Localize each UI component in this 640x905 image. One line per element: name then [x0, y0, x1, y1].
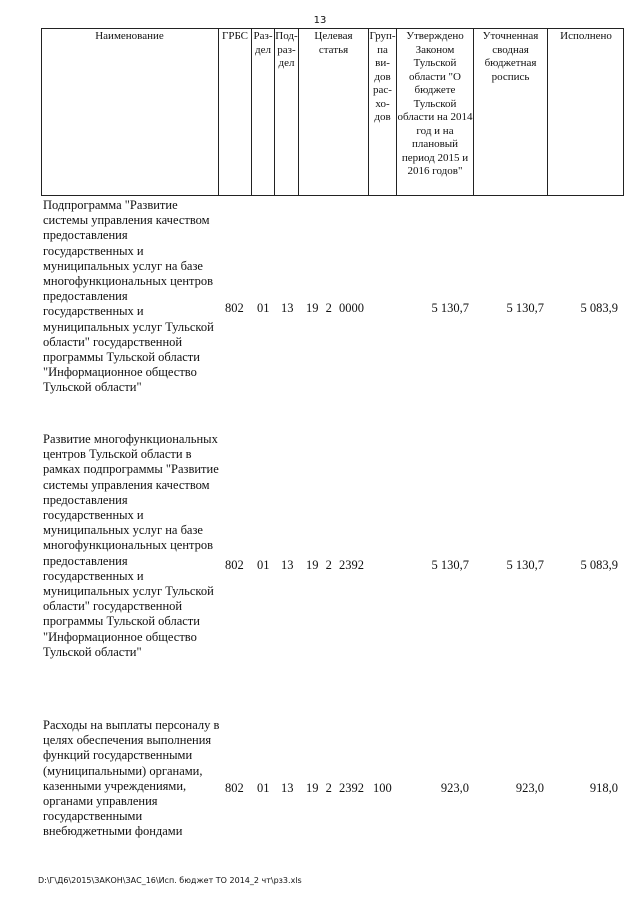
header-name: Наименование — [41, 28, 219, 196]
header-executed: Исполнено — [560, 30, 612, 42]
file-path-footer: D:\Г\Д6\2015\ЗАКОН\ЗАС_16\Исп. бюджет ТО 2014_2 чт\рз3.xls — [38, 876, 302, 885]
header-group: Груп- па ви- дов рас- хо- дов — [369, 28, 397, 196]
row-1-grbs: 802 — [225, 301, 244, 315]
row-3-razdel: 01 — [257, 781, 270, 795]
row-2-target: 19 2 2392 — [306, 558, 364, 572]
row-2-executed: 5 083,9 — [580, 558, 618, 572]
row-3-name: Расходы на выплаты персоналу в целях обеспечения выполнения функций государственными (муниципальными) органами, казенными учреждениями, органами управления государственными внебюджетными фондами — [43, 718, 220, 839]
header-podrazdel: Под- раз- дел — [275, 28, 299, 196]
row-2-razdel: 01 — [257, 558, 270, 572]
row-2-grbs: 802 — [225, 558, 244, 572]
row-2-podrazdel: 13 — [281, 558, 294, 572]
row-1-razdel: 01 — [257, 301, 270, 315]
row-1-podrazdel: 13 — [281, 301, 294, 315]
row-2-refined: 5 130,7 — [506, 558, 544, 572]
row-3-podrazdel: 13 — [281, 781, 294, 795]
row-1-name: Подпрограмма "Развитие системы управления качеством предоставления государственных и муниципальных услуг на базе многофункциональных центров предоставления государственных и муниципальных услуг Тульской области" государственной программы Тульской области "Информационное общество Тульской области" — [43, 198, 214, 395]
row-3-group: 100 — [373, 781, 392, 795]
header-razdel: Раз- дел — [252, 28, 275, 196]
row-1-target: 19 2 0000 — [306, 301, 364, 315]
row-3-approved: 923,0 — [440, 781, 469, 795]
row-2-approved: 5 130,7 — [431, 558, 469, 572]
header-refined: Уточненная сводная бюджетная роспись — [474, 28, 548, 196]
header-grbs: ГРБС — [219, 28, 252, 196]
row-1-approved: 5 130,7 — [431, 301, 469, 315]
row-3-grbs: 802 — [225, 781, 244, 795]
header-approved: Утверждено Законом Тульской области "О бюджете Тульской области на 2014 год и на плановый период 2015 и 2016 годов" — [397, 28, 474, 196]
page-number: 13 — [313, 15, 327, 26]
row-1-refined: 5 130,7 — [506, 301, 544, 315]
row-3-target: 19 2 2392 — [306, 781, 364, 795]
row-2-name: Развитие многофункциональных центров Тульской области в рамках подпрограммы "Развитие системы управления качеством предоставления государственных и муниципальных услуг на базе многофункциональных центров предоставления государственных и муниципальных услуг Тульской области" государственной программы Тульской области "Информационное общество Тульской области" — [43, 432, 219, 659]
header-target: Целевая статья — [299, 28, 369, 196]
row-3-refined: 923,0 — [515, 781, 544, 795]
row-1-executed: 5 083,9 — [580, 301, 618, 315]
row-3-executed: 918,0 — [589, 781, 618, 795]
